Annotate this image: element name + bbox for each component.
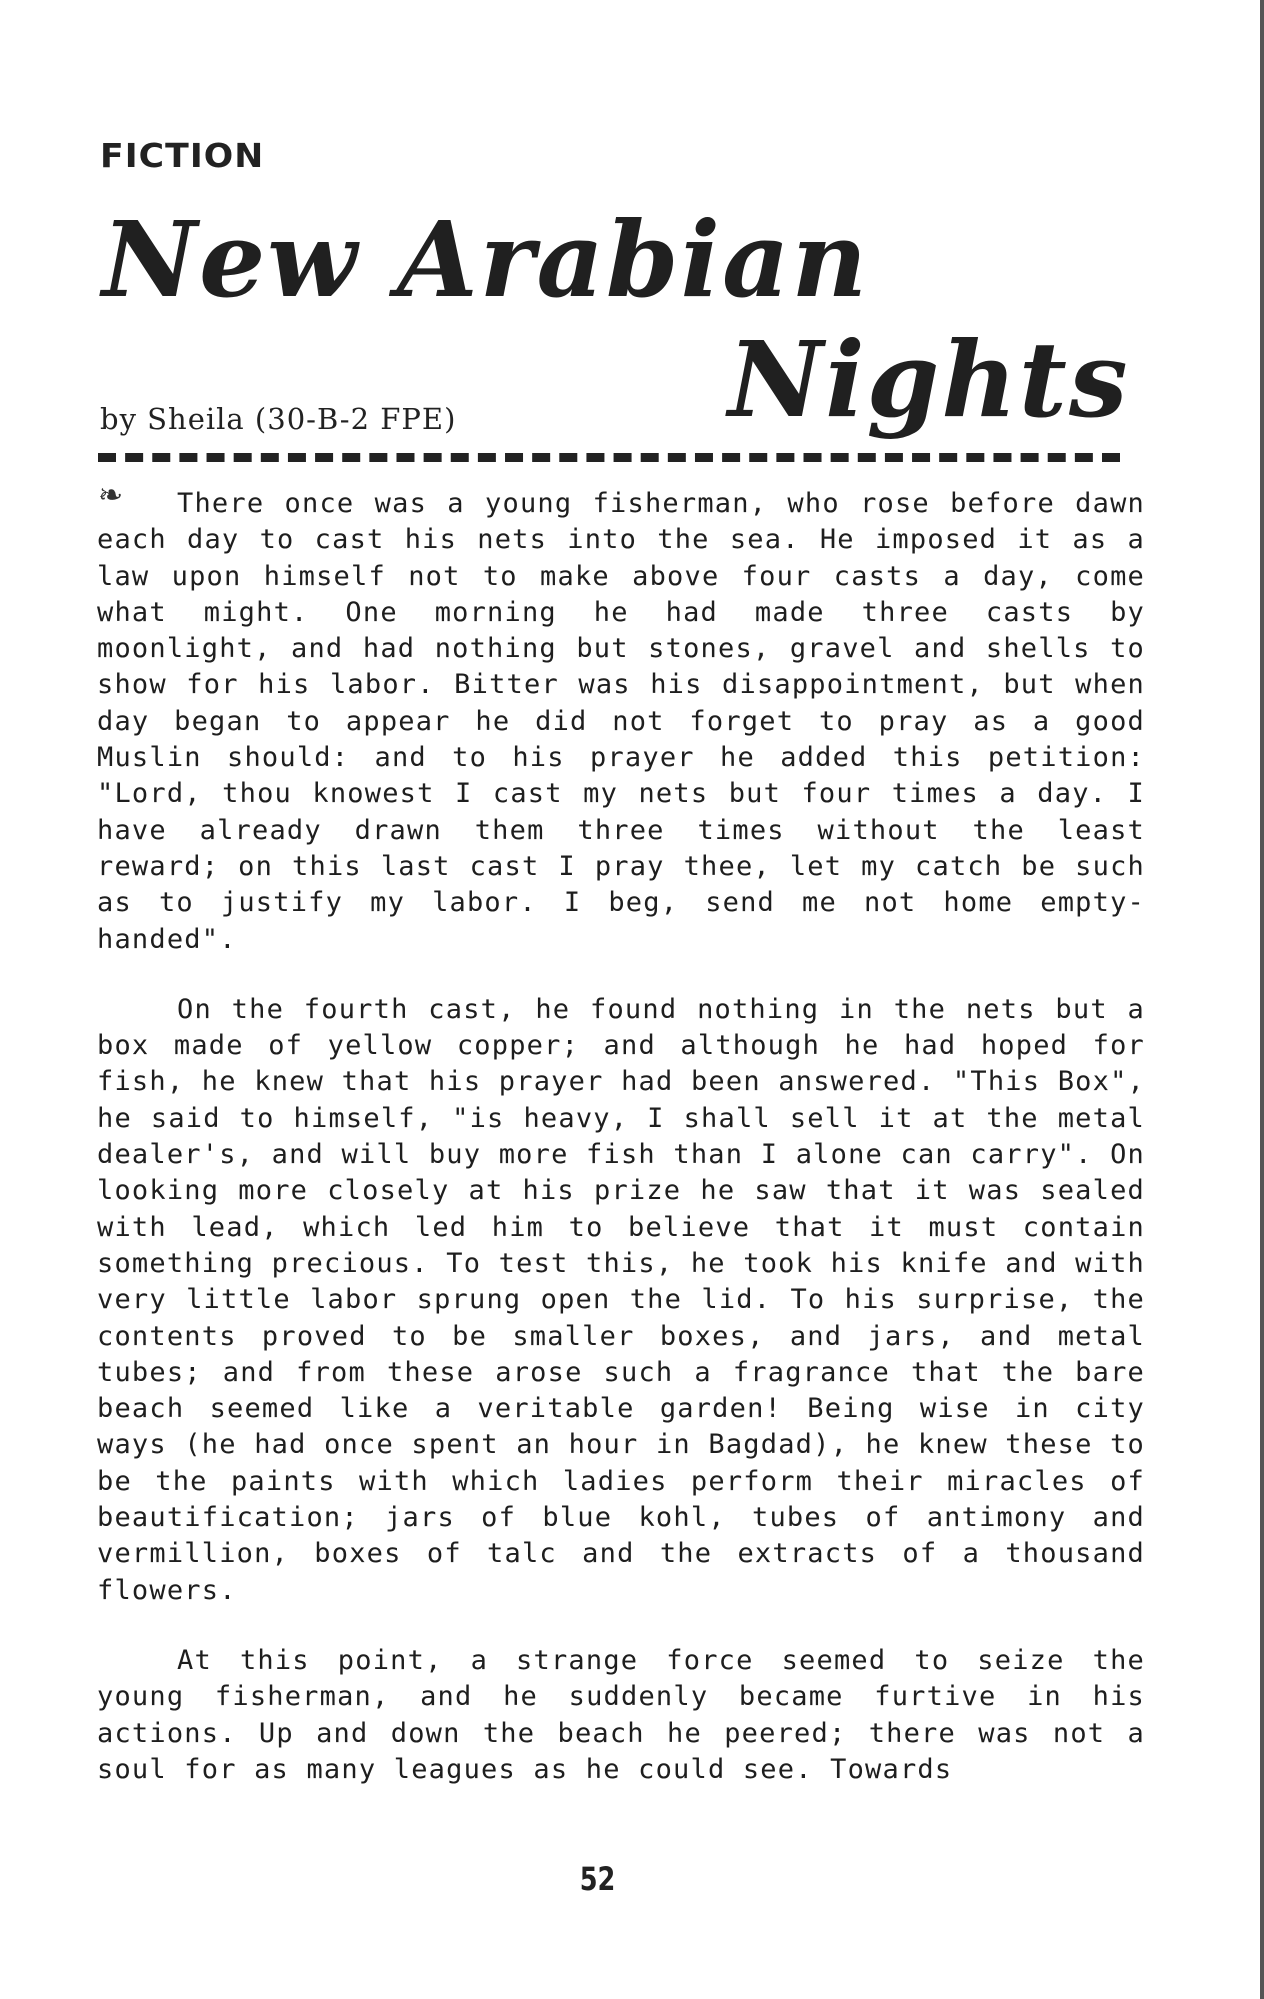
- page-number: 52: [579, 1860, 616, 1898]
- title-line-1: New Arabian: [102, 198, 870, 321]
- divider-rule: [98, 453, 1120, 462]
- page-edge: [1260, 0, 1264, 1999]
- paragraph-1: There once was a young fisherman, who rose before dawn each day to cast his nets into the sea. He imposed it as a law upon himself not to make above four casts a day, come what might. One morning he had made three casts by moonlight, and had nothing but stones, gravel and shells to show for his labor. Bitter was his disappointment, but when day began to appear he did not forget to pray as a good Muslin should: and to his prayer he added this petition: "Lord, thou knowest I cast my nets but four times a day. I have already drawn them three times without the least reward; on this last cast I pray thee, let my catch be such as to justify my labor. I beg, send me not home empty-handed".: [97, 488, 1145, 955]
- paragraph-3: At this point, a strange force seemed to seize the young fisherman, and he suddenly became furtive in his actions. Up and down the beach he peered; there was not a soul for as many leagues as he could see. Towards: [97, 1644, 1145, 1785]
- paragraph-2: On the fourth cast, he found nothing in the nets but a box made of yellow copper; and although he had hoped for fish, he knew that his prayer had been answered. "This Box", he said to himself, "is heavy, I shall sell it at the metal dealer's, and will buy more fish than I alone can carry". On looking more closely at his prize he saw that it was sealed with lead, which led him to believe that it must contain something precious. To test this, he took his knife and with very little labor sprung open the lid. To his surprise, the contents proved to be smaller boxes, and jars, and metal tubes; and from these arose such a fragrance that the bare beach seemed like a veritable garden! Being wise in city ways (he had once spent an hour in Bagdad), he knew these to be the paints with which ladies perform their miracles of beautification; jars of blue kohl, tubes of antimony and vermillion, boxes of talc and the extracts of a thousand flowers.: [97, 993, 1145, 1606]
- article-body: [97, 486, 1145, 1822]
- byline: by Sheila (30-B-2 FPE): [100, 402, 457, 436]
- section-label: FICTION: [100, 136, 265, 175]
- title-line-2: Nights: [728, 318, 1130, 441]
- ornament-icon: ❧: [98, 478, 124, 513]
